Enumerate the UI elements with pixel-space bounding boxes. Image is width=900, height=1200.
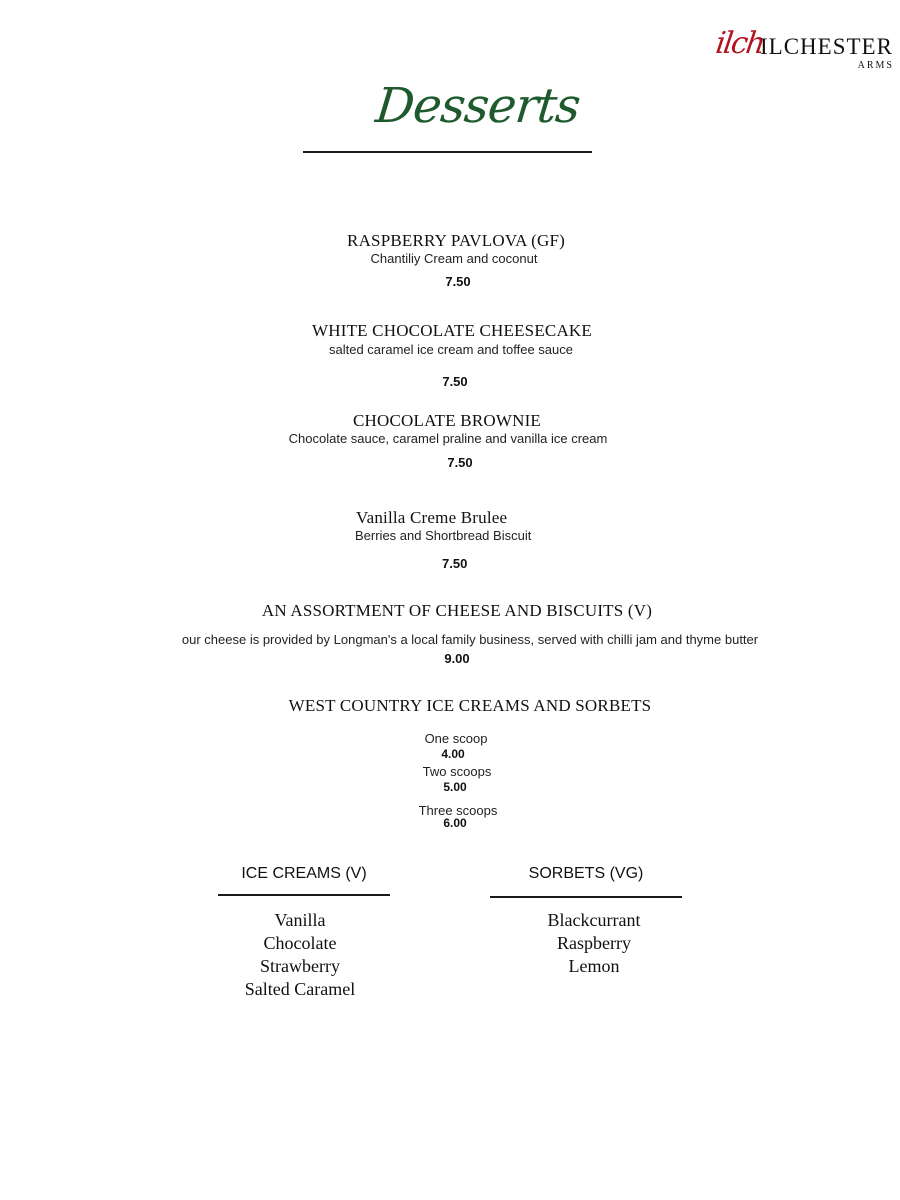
logo: [694, 22, 894, 82]
item-price-pavlova: 7.50: [445, 274, 471, 289]
item-desc-creme-brulee: Berries and Shortbread Biscuit: [355, 528, 532, 543]
sorbets-list: [499, 909, 689, 978]
title-divider: [303, 151, 592, 153]
item-desc-brownie: Chocolate sauce, caramel praline and vanilla ice cream: [288, 431, 608, 446]
scoop-label: One scoop: [424, 731, 488, 746]
sorbets-heading: SORBETS (VG): [528, 865, 644, 882]
item-name-brownie: CHOCOLATE BROWNIE: [352, 411, 542, 430]
flavor-item: Salted Caramel: [244, 979, 356, 999]
logo-mark: ilch: [713, 26, 766, 61]
item-price-creme-brulee: 7.50: [442, 556, 468, 571]
ice-creams-list: [205, 909, 395, 1001]
page-title: Desserts: [373, 78, 583, 134]
sorbets-divider: [490, 896, 682, 898]
scoop-price: 5.00: [443, 780, 467, 794]
flavor-item: Strawberry: [260, 956, 340, 976]
item-price-brownie: 7.50: [447, 455, 473, 470]
item-name-creme-brulee: Vanilla Creme Brulee: [356, 508, 508, 527]
ice-section-title: WEST COUNTRY ICE CREAMS AND SORBETS: [288, 696, 652, 715]
item-price-cheesecake: 7.50: [442, 374, 468, 389]
flavor-item: Lemon: [568, 956, 620, 976]
scoop-label: Two scoops: [422, 764, 492, 779]
scoop-label: Three scoops: [418, 803, 498, 818]
scoop-price: 6.00: [443, 816, 467, 830]
flavor-item: Blackcurrant: [547, 910, 641, 930]
item-name-pavlova: RASPBERRY PAVLOVA (GF): [347, 231, 565, 250]
item-price-cheese: 9.00: [444, 651, 470, 666]
item-name-cheesecake: WHITE CHOCOLATE CHEESECAKE: [311, 321, 592, 340]
flavor-item: Chocolate: [263, 933, 337, 953]
scoop-price: 4.00: [441, 747, 465, 761]
logo-sub: ARMS: [857, 60, 894, 71]
ice-creams-heading: ICE CREAMS (V): [241, 865, 367, 882]
item-name-cheese: AN ASSORTMENT OF CHEESE AND BISCUITS (V): [261, 601, 653, 620]
item-desc-cheese: our cheese is provided by Longman's a local family business, served with chilli jam and thyme butter: [181, 632, 759, 647]
item-desc-pavlova: Chantiliy Cream and coconut: [370, 251, 538, 266]
logo-name: ILCHESTER: [760, 34, 893, 59]
item-desc-cheesecake: salted caramel ice cream and toffee sauce: [328, 342, 573, 357]
flavor-item: Vanilla: [274, 910, 326, 930]
ice-creams-divider: [218, 894, 390, 896]
flavor-item: Raspberry: [557, 933, 631, 953]
